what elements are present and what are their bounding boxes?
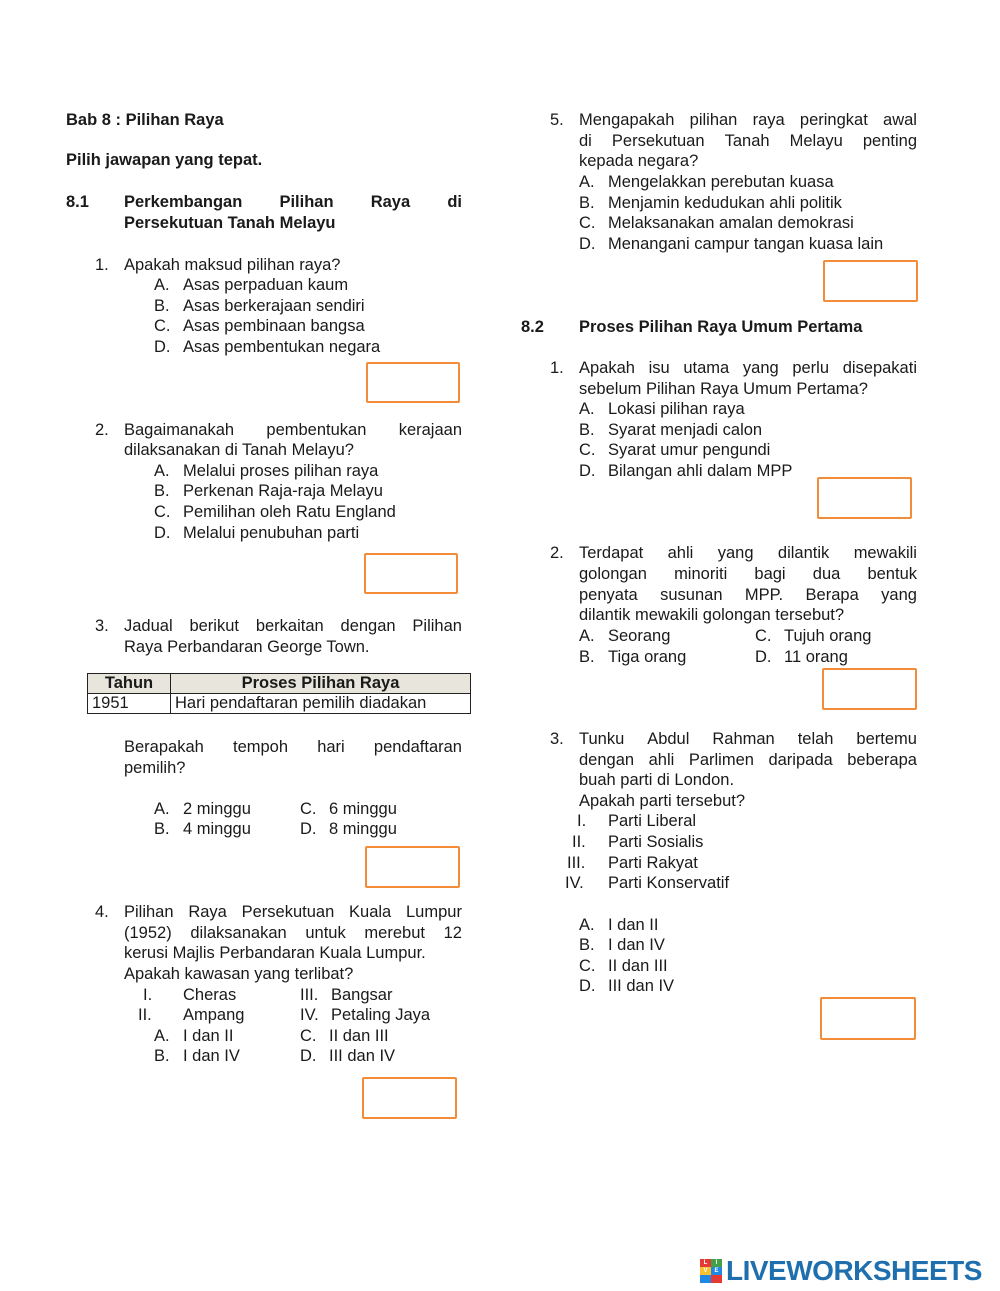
question-text-line2	[579, 131, 917, 152]
item-text: Cheras	[183, 986, 237, 1004]
question-text	[124, 737, 462, 758]
section-title	[124, 192, 462, 213]
option-text: Lokasi pilihan raya	[608, 400, 745, 418]
word: pendaftaran	[373, 738, 462, 756]
liveworksheets-logo	[700, 1255, 982, 1287]
option-text: Asas perpaduan kaum	[183, 276, 349, 294]
option-text: 11 orang	[784, 648, 848, 666]
word: pilihan	[689, 111, 738, 129]
option-letter: C.	[579, 441, 596, 459]
option-text: Perkenan Raja-raja Melayu	[183, 482, 383, 500]
brand-name: LIVEWORKSHEETS	[726, 1255, 982, 1286]
word: Kuala	[349, 903, 392, 921]
option-letter: D.	[300, 1047, 317, 1065]
table-header: Tahun	[88, 674, 171, 694]
table-header-row	[88, 674, 471, 694]
option-text: 2 minggu	[183, 800, 251, 818]
title-word: Perkembangan	[124, 193, 243, 211]
question-number: 5.	[550, 111, 564, 129]
question-text: Apakah maksud pilihan raya?	[124, 256, 341, 274]
option-letter: B.	[154, 1047, 170, 1065]
answer-input[interactable]	[367, 848, 462, 888]
roman-numeral: IV.	[300, 1006, 319, 1024]
option-text: Asas pembentukan negara	[183, 338, 381, 356]
option-letter: A.	[154, 276, 170, 294]
option-letter: C.	[755, 627, 772, 645]
option-letter: D.	[154, 338, 171, 356]
option-text: II dan III	[329, 1027, 389, 1045]
word: merebut	[364, 924, 425, 942]
option-text: III dan IV	[608, 977, 675, 995]
answer-box-8-2-q1[interactable]	[817, 477, 912, 519]
answer-box-8-1-q1[interactable]	[366, 362, 460, 403]
word: dengan	[579, 751, 635, 769]
word: untuk	[305, 924, 346, 942]
word: berkaitan	[255, 617, 324, 635]
option-letter: A.	[154, 462, 170, 480]
item-text: Bangsar	[331, 986, 393, 1004]
item-text: Parti Liberal	[608, 812, 697, 830]
option-text: 8 minggu	[329, 820, 397, 838]
answer-box-8-2-q3[interactable]	[820, 997, 916, 1040]
option-letter: B.	[579, 648, 595, 666]
answer-input[interactable]	[824, 670, 919, 710]
word: penting	[862, 132, 917, 150]
question-text	[124, 616, 462, 637]
question-text-line2: sebelum Pilihan Raya Umum Pertama?	[579, 380, 868, 398]
roman-numeral: III.	[567, 854, 586, 872]
word: Pilihan	[412, 617, 462, 635]
option-letter: C.	[579, 957, 596, 975]
answer-box-8-1-q4[interactable]	[362, 1077, 457, 1119]
option-text: Pemilihan oleh Ratu England	[183, 503, 396, 521]
word: minoriti	[674, 565, 728, 583]
title-word: Pilihan	[279, 193, 334, 211]
section-title-line2: Persekutuan Tanah Melayu	[124, 214, 336, 232]
option-letter: C.	[300, 1027, 317, 1045]
icon-block	[700, 1275, 711, 1283]
roman-numeral: II.	[138, 1006, 152, 1024]
answer-input[interactable]	[819, 479, 914, 519]
word: penyata	[579, 586, 638, 604]
table-row	[88, 694, 471, 714]
option-text: Syarat menjadi calon	[608, 421, 763, 439]
option-letter: C.	[579, 214, 596, 232]
word: daripada	[768, 751, 833, 769]
word: perlu	[792, 359, 830, 377]
answer-input[interactable]	[364, 1079, 459, 1119]
question-text	[579, 543, 917, 564]
icon-letter: V	[700, 1267, 711, 1275]
question-number: 1.	[95, 256, 109, 274]
roman-numeral: II.	[572, 833, 586, 851]
option-text: 4 minggu	[183, 820, 251, 838]
word: Abdul	[647, 730, 690, 748]
question-text-line3: kerusi Majlis Perbandaran Kuala Lumpur.	[124, 944, 426, 962]
answer-input[interactable]	[366, 555, 460, 594]
option-text: Tiga orang	[608, 648, 687, 666]
word: MPP.	[744, 586, 784, 604]
word: Persekutuan	[611, 132, 705, 150]
answer-input[interactable]	[822, 999, 918, 1040]
option-letter: D.	[579, 977, 596, 995]
word: Terdapat	[579, 544, 644, 562]
word: 12	[443, 924, 462, 942]
option-letter: D.	[579, 462, 596, 480]
title-word: Raya	[370, 193, 411, 211]
word: hari	[317, 738, 345, 756]
roman-numeral: IV.	[565, 874, 584, 892]
word: isu	[648, 359, 670, 377]
question-number: 1.	[550, 359, 564, 377]
word: Melayu	[789, 132, 843, 150]
answer-box-8-2-q2[interactable]	[822, 668, 917, 710]
option-letter: B.	[579, 194, 595, 212]
word: Persekutuan	[241, 903, 335, 921]
option-text: Asas pembinaan bangsa	[183, 317, 365, 335]
option-letter: B.	[154, 297, 170, 315]
question-text-line2	[579, 750, 917, 771]
option-text: Mengelakkan perebutan kuasa	[608, 173, 834, 191]
option-letter: A.	[579, 627, 595, 645]
word: Lumpur	[406, 903, 462, 921]
roman-numeral: III.	[300, 986, 319, 1004]
word: Pilihan	[124, 903, 174, 921]
table-cell: 1951	[88, 694, 171, 714]
option-text: I dan IV	[183, 1047, 240, 1065]
option-text: Tujuh orang	[784, 627, 872, 645]
icon-letter: L	[700, 1259, 711, 1267]
option-letter: A.	[579, 400, 595, 418]
option-text: I dan II	[608, 916, 659, 934]
option-letter: C.	[300, 800, 317, 818]
roman-numeral: I.	[577, 812, 587, 830]
word: (1952)	[124, 924, 172, 942]
option-letter: D.	[154, 524, 171, 542]
word: Bagaimanakah	[124, 421, 235, 439]
item-text: Parti Sosialis	[608, 833, 704, 851]
word: yang	[717, 544, 754, 562]
option-letter: C.	[154, 317, 171, 335]
option-text: Melalui proses pilihan raya	[183, 462, 379, 480]
option-text: III dan IV	[329, 1047, 396, 1065]
option-letter: C.	[154, 503, 171, 521]
option-letter: D.	[755, 648, 772, 666]
question-text-line3: kepada negara?	[579, 152, 699, 170]
question-text-line2: dilaksanakan di Tanah Melayu?	[124, 441, 354, 459]
word: utama	[683, 359, 730, 377]
instruction: Pilih jawapan yang tepat.	[66, 151, 263, 169]
word: yang	[742, 359, 779, 377]
word: berikut	[189, 617, 239, 635]
word: beberapa	[847, 751, 917, 769]
word: Berapa	[805, 586, 859, 604]
item-text: Parti Konservatif	[608, 874, 730, 892]
table-cell: Hari pendaftaran pemilih diadakan	[171, 694, 471, 714]
question-text	[124, 420, 462, 441]
option-letter: D.	[300, 820, 317, 838]
answer-input[interactable]	[368, 364, 462, 403]
word: Tanah	[724, 132, 770, 150]
option-text: Syarat umur pengundi	[608, 441, 771, 459]
section-title: Proses Pilihan Raya Umum Pertama	[579, 318, 863, 336]
option-text: Menjamin kedudukan ahli politik	[608, 194, 842, 212]
liveworksheets-icon	[700, 1259, 722, 1283]
question-text-line3	[579, 585, 917, 606]
roman-numeral: I.	[143, 986, 153, 1004]
question-text	[579, 729, 917, 750]
option-text: I dan IV	[608, 936, 665, 954]
question-text-line4: Apakah kawasan yang terlibat?	[124, 965, 354, 983]
word: dilantik	[777, 544, 830, 562]
word: pembentukan	[266, 421, 367, 439]
option-letter: B.	[154, 820, 170, 838]
word: raya	[752, 111, 785, 129]
question-text	[579, 110, 917, 131]
word: bentuk	[867, 565, 917, 583]
word: Berapakah	[124, 738, 204, 756]
word: awal	[883, 111, 917, 129]
question-number: 3.	[550, 730, 564, 748]
option-text: Melalui penubuhan parti	[183, 524, 360, 542]
word: di	[579, 132, 592, 150]
option-text: Bilangan ahli dalam MPP	[608, 462, 793, 480]
option-letter: A.	[579, 173, 595, 191]
question-text-line2	[124, 923, 462, 944]
word: disepakati	[842, 359, 917, 377]
option-letter: B.	[579, 421, 595, 439]
question-text-line2: pemilih?	[124, 759, 186, 777]
word: Mengapakah	[579, 111, 675, 129]
option-text: Seorang	[608, 627, 671, 645]
data-table	[87, 673, 471, 714]
page-title: Bab 8 : Pilihan Raya	[66, 111, 224, 129]
option-text: Menangani campur tangan kuasa lain	[608, 235, 884, 253]
icon-block	[711, 1275, 722, 1283]
answer-box-8-1-q3[interactable]	[365, 846, 460, 888]
answer-box-8-1-q5[interactable]	[823, 260, 918, 302]
option-text: I dan II	[183, 1027, 234, 1045]
section-number: 8.2	[521, 318, 544, 336]
question-text	[124, 902, 462, 923]
question-text	[579, 358, 917, 379]
word: telah	[797, 730, 834, 748]
option-letter: A.	[154, 1027, 170, 1045]
item-text: Petaling Jaya	[331, 1006, 431, 1024]
word: peringkat	[799, 111, 868, 129]
word: tempoh	[232, 738, 289, 756]
word: bertemu	[856, 730, 917, 748]
word: mewakili	[853, 544, 917, 562]
word: dua	[812, 565, 841, 583]
icon-letter: E	[711, 1267, 722, 1275]
question-text-line4: Apakah parti tersebut?	[579, 792, 746, 810]
word: susunan	[660, 586, 723, 604]
option-text: 6 minggu	[329, 800, 397, 818]
question-text-line2	[579, 564, 917, 585]
option-letter: B.	[154, 482, 170, 500]
question-number: 4.	[95, 903, 109, 921]
title-word: di	[447, 193, 462, 211]
item-text: Ampang	[183, 1006, 245, 1024]
word: Tunku	[579, 730, 625, 748]
option-text: Melaksanakan amalan demokrasi	[608, 214, 854, 232]
answer-input[interactable]	[825, 262, 920, 302]
question-number: 2.	[95, 421, 109, 439]
option-letter: D.	[579, 235, 596, 253]
word: ahli	[667, 544, 694, 562]
option-text: II dan III	[608, 957, 668, 975]
option-text: Asas berkerajaan sendiri	[183, 297, 365, 315]
word: bagi	[754, 565, 786, 583]
question-number: 2.	[550, 544, 564, 562]
word: Jadual	[124, 617, 173, 635]
word: kerajaan	[398, 421, 462, 439]
word: Raya	[188, 903, 227, 921]
word: dilaksanakan	[190, 924, 287, 942]
option-letter: B.	[579, 936, 595, 954]
icon-letter: I	[711, 1259, 722, 1267]
answer-box-8-1-q2[interactable]	[364, 553, 458, 594]
option-letter: A.	[579, 916, 595, 934]
word: dengan	[340, 617, 396, 635]
word: Apakah	[579, 359, 635, 377]
question-number: 3.	[95, 617, 109, 635]
question-text-line4: dilantik mewakili golongan tersebut?	[579, 606, 845, 624]
item-text: Parti Rakyat	[608, 854, 698, 872]
table-header: Proses Pilihan Raya	[171, 674, 471, 694]
word: Parlimen	[688, 751, 754, 769]
question-text-line2: Raya Perbandaran George Town.	[124, 638, 370, 656]
option-letter: A.	[154, 800, 170, 818]
word: ahli	[648, 751, 675, 769]
word: Rahman	[712, 730, 775, 748]
section-number: 8.1	[66, 193, 89, 211]
word: yang	[881, 586, 917, 604]
word: golongan	[579, 565, 647, 583]
question-text-line3: buah parti di London.	[579, 771, 735, 789]
